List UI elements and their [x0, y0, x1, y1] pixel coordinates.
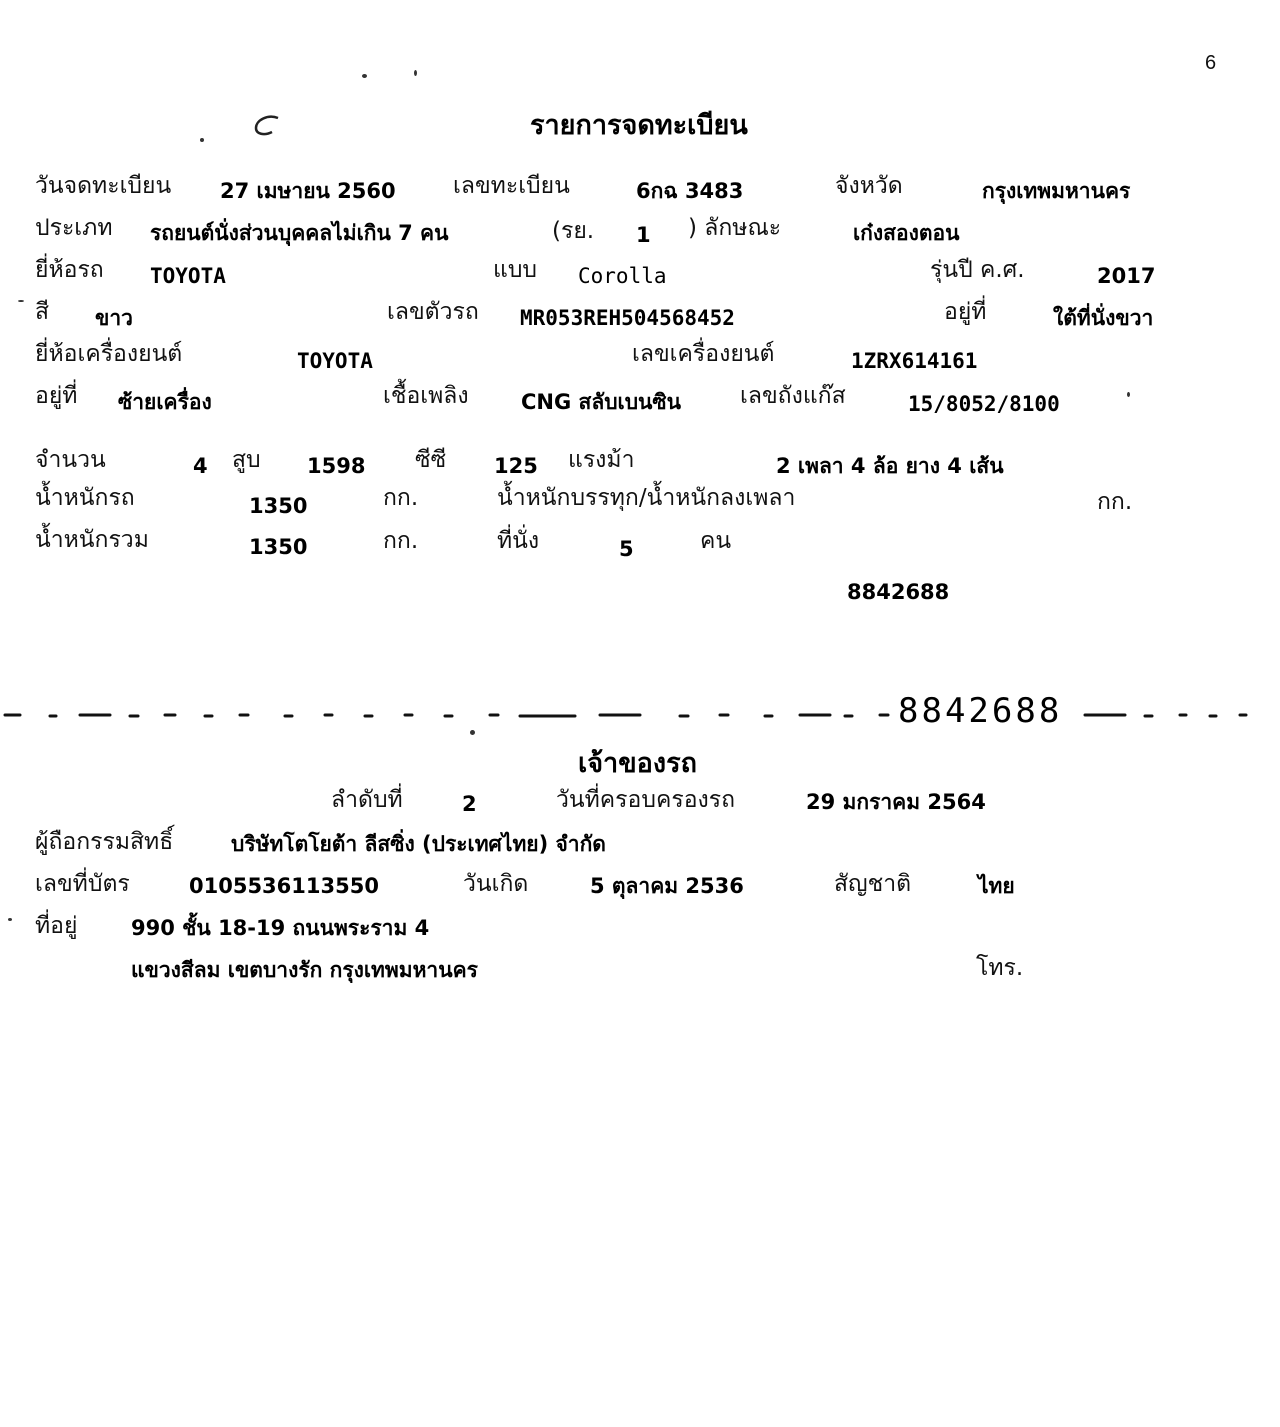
reg-date-value: 27 เมษายน 2560 — [220, 179, 396, 203]
weight-value: 1350 — [249, 494, 308, 518]
page-number: 6 — [1205, 52, 1217, 74]
registration-title: รายการจดทะเบียน — [530, 110, 748, 141]
year-value: 2017 — [1097, 264, 1156, 288]
torn-number: 8842688 — [898, 691, 1063, 731]
province-label: จังหวัด — [835, 173, 903, 199]
axle-wheels-value: 2 เพลา 4 ล้อ ยาง 4 เส้น — [776, 454, 1004, 478]
plate-value: 6กฉ 3483 — [636, 179, 744, 203]
load-weight-label: น้ำหนักบรรทุก/น้ำหนักลงเพลา — [497, 485, 796, 511]
seats-label: ที่นั่ง — [497, 528, 540, 554]
style-label: ) ลักษณะ — [688, 215, 782, 241]
address-line1: 990 ชั้น 18-19 ถนนพระราม 4 — [131, 916, 430, 940]
document-number: 8842688 — [847, 580, 950, 604]
gross-weight-value: 1350 — [249, 535, 308, 559]
ry-value: 1 — [636, 223, 651, 247]
color-value: ขาว — [95, 306, 133, 330]
fuel-value: CNG สลับเบนซิน — [521, 390, 682, 414]
birth-label: วันเกิด — [463, 871, 529, 897]
plate-label: เลขทะเบียน — [453, 173, 570, 199]
engine-location-label: อยู่ที่ — [35, 383, 78, 409]
id-value: 0105536113550 — [189, 874, 379, 898]
address-line2: แขวงสีลม เขตบางรัก กรุงเทพมหานคร — [131, 958, 478, 982]
chassis-location-value: ใต้ที่นั่งขวา — [1053, 306, 1154, 330]
engine-number-label: เลขเครื่องยนต์ — [632, 341, 775, 367]
count-label: จำนวน — [35, 447, 106, 473]
style-value: เก๋งสองตอน — [853, 221, 960, 245]
scan-speck — [8, 918, 12, 921]
cylinders-value: 4 — [193, 454, 208, 478]
phone-label: โทร. — [976, 955, 1024, 981]
horsepower-value: 125 — [494, 454, 538, 478]
order-label: ลำดับที่ — [331, 787, 403, 813]
possession-date: 29 มกราคม 2564 — [806, 790, 986, 814]
scan-speck — [200, 138, 204, 142]
weight-unit: กก. — [383, 485, 419, 511]
birth-value: 5 ตุลาคม 2536 — [590, 874, 744, 898]
year-label: รุ่นปี ค.ศ. — [930, 257, 1025, 283]
load-weight-unit: กก. — [1097, 489, 1133, 515]
weight-label: น้ำหนักรถ — [35, 485, 135, 511]
owner-title: เจ้าของรถ — [578, 748, 697, 779]
reg-date-label: วันจดทะเบียน — [35, 173, 172, 199]
brand-label: ยี่ห้อรถ — [35, 257, 104, 283]
cylinders-label: สูบ — [232, 447, 261, 473]
type-value: รถยนต์นั่งส่วนบุคคลไม่เกิน 7 คน — [150, 221, 449, 245]
engine-brand-label: ยี่ห้อเครื่องยนต์ — [35, 341, 183, 367]
cc-label: ซีซี — [415, 447, 447, 473]
nationality-label: สัญชาติ — [834, 871, 912, 897]
nationality-value: ไทย — [978, 874, 1015, 898]
scan-speck — [414, 70, 417, 76]
chassis-label: เลขตัวรถ — [387, 299, 479, 325]
gross-weight-label: น้ำหนักรวม — [35, 527, 149, 553]
engine-brand-value: TOYOTA — [297, 349, 373, 373]
seats-value: 5 — [619, 537, 634, 561]
engine-number-value: 1ZRX614161 — [851, 349, 978, 373]
cc-value: 1598 — [307, 454, 366, 478]
id-label: เลขที่บัตร — [35, 871, 130, 897]
model-label: แบบ — [493, 257, 538, 283]
possession-label: วันที่ครอบครองรถ — [556, 787, 736, 813]
scan-smudge-icon — [250, 112, 284, 140]
address-label: ที่อยู่ — [35, 913, 78, 939]
ry-open: (รย. — [552, 218, 595, 244]
horsepower-label: แรงม้า — [568, 447, 635, 473]
gas-tank-value: 15/8052/8100 — [908, 392, 1060, 416]
engine-location-value: ซ้ายเครื่อง — [118, 390, 212, 414]
order-value: 2 — [462, 792, 477, 816]
gas-tank-label: เลขถังแก๊ส — [740, 383, 846, 409]
type-label: ประเภท — [35, 215, 113, 241]
scan-speck — [362, 74, 367, 78]
scan-speck — [1127, 392, 1130, 397]
holder-label: ผู้ถือกรรมสิทธิ์ — [35, 829, 174, 855]
holder-value: บริษัทโตโยต้า ลีสซิ่ง (ประเทศไทย) จำกัด — [231, 832, 606, 856]
brand-value: TOYOTA — [150, 264, 226, 288]
scan-speck — [470, 730, 475, 735]
torn-number-clip — [898, 691, 1088, 731]
chassis-location-label: อยู่ที่ — [944, 299, 987, 325]
fuel-label: เชื้อเพลิง — [383, 383, 469, 409]
color-label: สี — [35, 299, 50, 325]
province-value: กรุงเทพมหานคร — [982, 179, 1131, 203]
scan-speck — [18, 300, 24, 302]
gross-weight-unit: กก. — [383, 528, 419, 554]
persons-label: คน — [700, 528, 732, 554]
model-value: Corolla — [578, 264, 667, 288]
chassis-value: MR053REH504568452 — [520, 306, 735, 330]
